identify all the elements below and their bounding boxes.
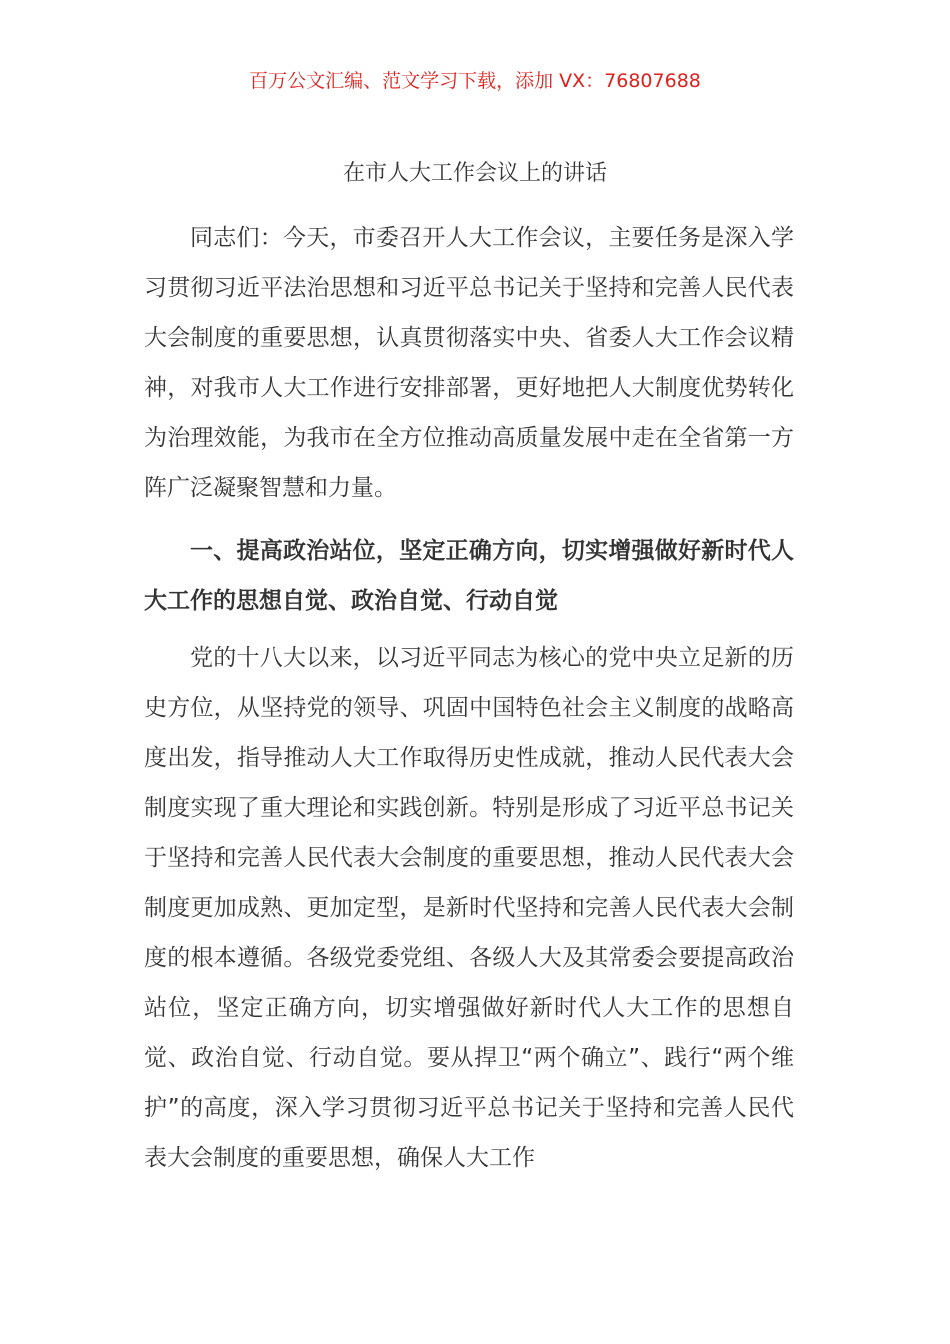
intro-paragraph: 同志们：今天，市委召开人大工作会议，主要任务是深入学习贯彻习近平法治思想和习近平总书记关于坚持和完善人民代表大会制度的重要思想，认真贯彻落实中央、省委人大工作会议精神，对我市人大工作进行安排部署，更好地把人大制度优势转化为治理效能，为我市在全方位推动高质量发展中走在全省第一方阵广泛凝聚智慧和力量。 xyxy=(144,225,794,501)
header-banner: 百万公文汇编、范文学习下载，添加 VX：76807688 xyxy=(249,70,701,92)
section-1-body-block xyxy=(144,633,794,1183)
section-1-heading-block xyxy=(144,526,794,626)
intro-section xyxy=(144,213,794,513)
section-1-paragraph: 党的十八大以来，以习近平同志为核心的党中央立足新的历史方位，从坚持党的领导、巩固中国特色社会主义制度的战略高度出发，指导推动人大工作取得历史性成就，推动人民代表大会制度实现了重大理论和实践创新。特别是形成了习近平总书记关于坚持和完善人民代表大会制度的重要思想，推动人民代表大会制度更加成熟、更加定型，是新时代坚持和完善人民代表大会制度的根本遵循。各级党委党组、各级人大及其常委会要提高政治站位，坚定正确方向，切实增强做好新时代人大工作的思想自觉、政治自觉、行动自觉。要从捍卫“两个确立”、践行“两个维护”的高度，深入学习贯彻习近平总书记关于坚持和完善人民代表大会制度的重要思想，确保人大工作 xyxy=(144,645,794,1171)
document-title: 在市人大工作会议上的讲话 xyxy=(342,161,607,186)
section-1-heading: 一、提高政治站位，坚定正确方向，切实增强做好新时代人大工作的思想自觉、政治自觉、行动自觉 xyxy=(144,538,794,614)
